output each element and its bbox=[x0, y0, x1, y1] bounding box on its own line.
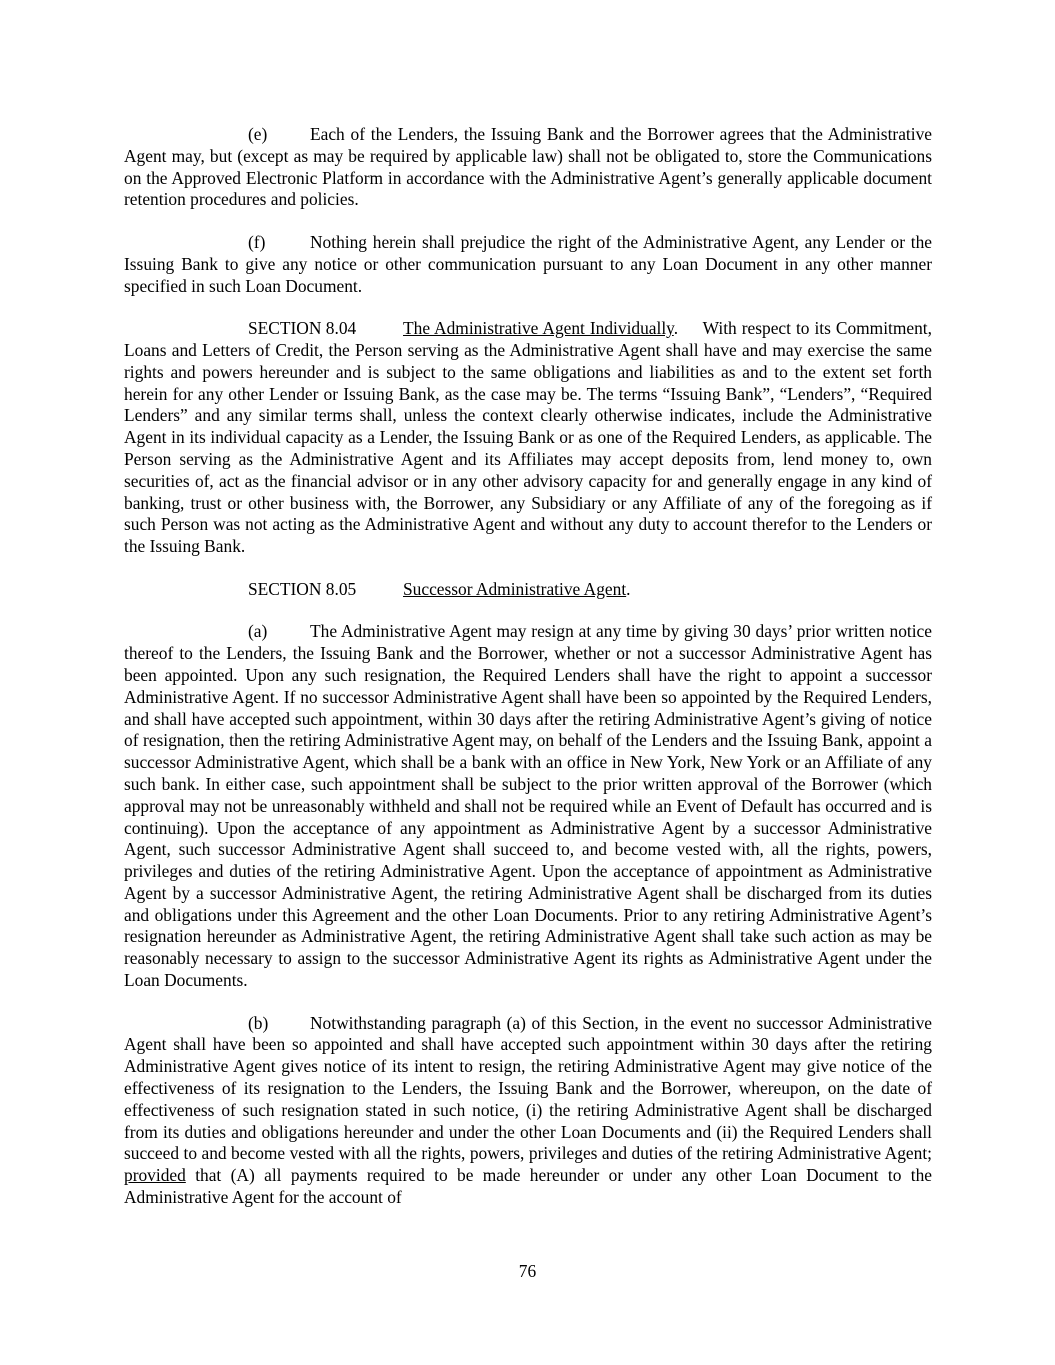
paragraph-text: Notwithstanding paragraph (a) of this Section, in the event no successor Administrative Agent shall have been so appointed and shall have accepted such appointment within 30 days after the retiring Administrative Agent gives notice of its intent to resign, the retiring Administrative Agent may give notice of the effectiveness of its resignation to the Lenders, the Issuing Bank and the Borrower, whereupon, on the date of effectiveness of such resignation stated in such notice, (i) the retiring Administrative Agent shall be discharged from its duties and obligations hereunder and under the other Loan Documents and (ii) the Required Lenders shall succeed to and become vested with all the rights, powers, privileges and duties of the retiring Administrative Agent; bbox=[124, 1012, 932, 1164]
provided-term: provided bbox=[124, 1165, 186, 1186]
document-page bbox=[124, 124, 932, 1230]
section-title: The Administrative Agent Individually bbox=[403, 318, 674, 339]
page-number: 76 bbox=[518, 1261, 537, 1281]
paragraph-marker: (f) bbox=[248, 231, 266, 252]
paragraph-text: Nothing herein shall prejudice the right of the Administrative Agent, any Lender or the Issuing Bank to give any notice or other communication pursuant to any Loan Document in any other manner specified in such Loan Document. bbox=[124, 231, 932, 296]
paragraph-text: The Administrative Agent may resign at any time by giving 30 days’ prior written notice thereof to the Lenders, the Issuing Bank and the Borrower, whether or not a successor Administrative Agent has been appointed. Upon any such resignation, the Required Lenders shall have the right to appoint a successor Administrative Agent. If no successor Administrative Agent shall have been so appointed by the Required Lenders, and shall have accepted such appointment, within 30 days after the retiring Administrative Agent’s giving of notice of resignation, then the retiring Administrative Agent may, on behalf of the Lenders and the Issuing Bank, appoint a successor Administrative Agent, which shall be a bank with an office in New York, New York or an Affiliate of any such bank. In either case, such appointment shall be subject to the prior written approval of the Borrower (which approval may not be unreasonably withheld and shall not be required while an Event of Default has occurred and is continuing). Upon the acceptance of any appointment as Administrative Agent by a successor Administrative Agent, such successor Administrative Agent shall succeed to, and become vested with, all the rights, powers, privileges and duties of the retiring Administrative Agent. Upon the acceptance of appointment as Administrative Agent by a successor Administrative Agent, the retiring Administrative Agent shall be discharged from its duties and obligations under this Agreement and the other Loan Documents. Prior to any retiring Administrative Agent’s resignation hereunder as Administrative Agent, the retiring Administrative Agent shall take such action as may be reasonably necessary to assign to the successor Administrative Agent its rights as Administrative Agent under the Loan Documents. bbox=[124, 621, 932, 991]
paragraph-marker: (a) bbox=[248, 621, 268, 642]
section-title-period: . bbox=[673, 318, 679, 339]
section-text: With respect to its Commitment, Loans and Letters of Credit, the Person serving as the Administrative Agent shall have and may exercise the same rights and powers hereunder and is subject to the same obligations and liabilities as and to the extent set forth herein for any other Lender or Issuing Bank, as the case may be. The terms “Issuing Bank”, “Lenders”, “Required Lenders” and any similar terms shall, unless the context clearly otherwise indicates, include the Administrative Agent in its individual capacity as a Lender, the Issuing Bank or as one of the Required Lenders, as applicable. The Person serving as the Administrative Agent and its Affiliates may accept deposits from, lend money to, own securities of, act as the financial advisor or in any other advisory capacity for and generally engage in any kind of banking, trust or other business with, the Borrower, any Subsidiary or any Affiliate of any of the foregoing as if such Person was not acting as the Administrative Agent and without any duty to account therefor to the Lenders or the Issuing Bank. bbox=[124, 318, 932, 557]
paragraph-b bbox=[124, 1013, 932, 1209]
paragraph-text: Each of the Lenders, the Issuing Bank and the Borrower agrees that the Administrative Agent may, but (except as may be required by applicable law) shall not be obligated to, store the Communications on the Approved Electronic Platform in accordance with the Administrative Agent’s generally applicable document retention procedures and policies. bbox=[124, 124, 932, 210]
paragraph-text-continued: that (A) all payments required to be made hereunder or under any other Loan Document to the Administrative Agent for the account of bbox=[124, 1165, 932, 1208]
section-number: SECTION 8.05 bbox=[248, 578, 357, 599]
section-8-04 bbox=[124, 318, 932, 558]
section-number: SECTION 8.04 bbox=[248, 318, 357, 339]
paragraph-a bbox=[124, 621, 932, 992]
section-title-period: . bbox=[626, 578, 631, 599]
paragraph-e bbox=[124, 124, 932, 211]
section-8-05-heading bbox=[124, 579, 932, 601]
paragraph-marker: (e) bbox=[248, 124, 268, 144]
section-title: Successor Administrative Agent bbox=[403, 578, 627, 599]
paragraph-f bbox=[124, 232, 932, 297]
paragraph-marker: (b) bbox=[248, 1012, 269, 1033]
